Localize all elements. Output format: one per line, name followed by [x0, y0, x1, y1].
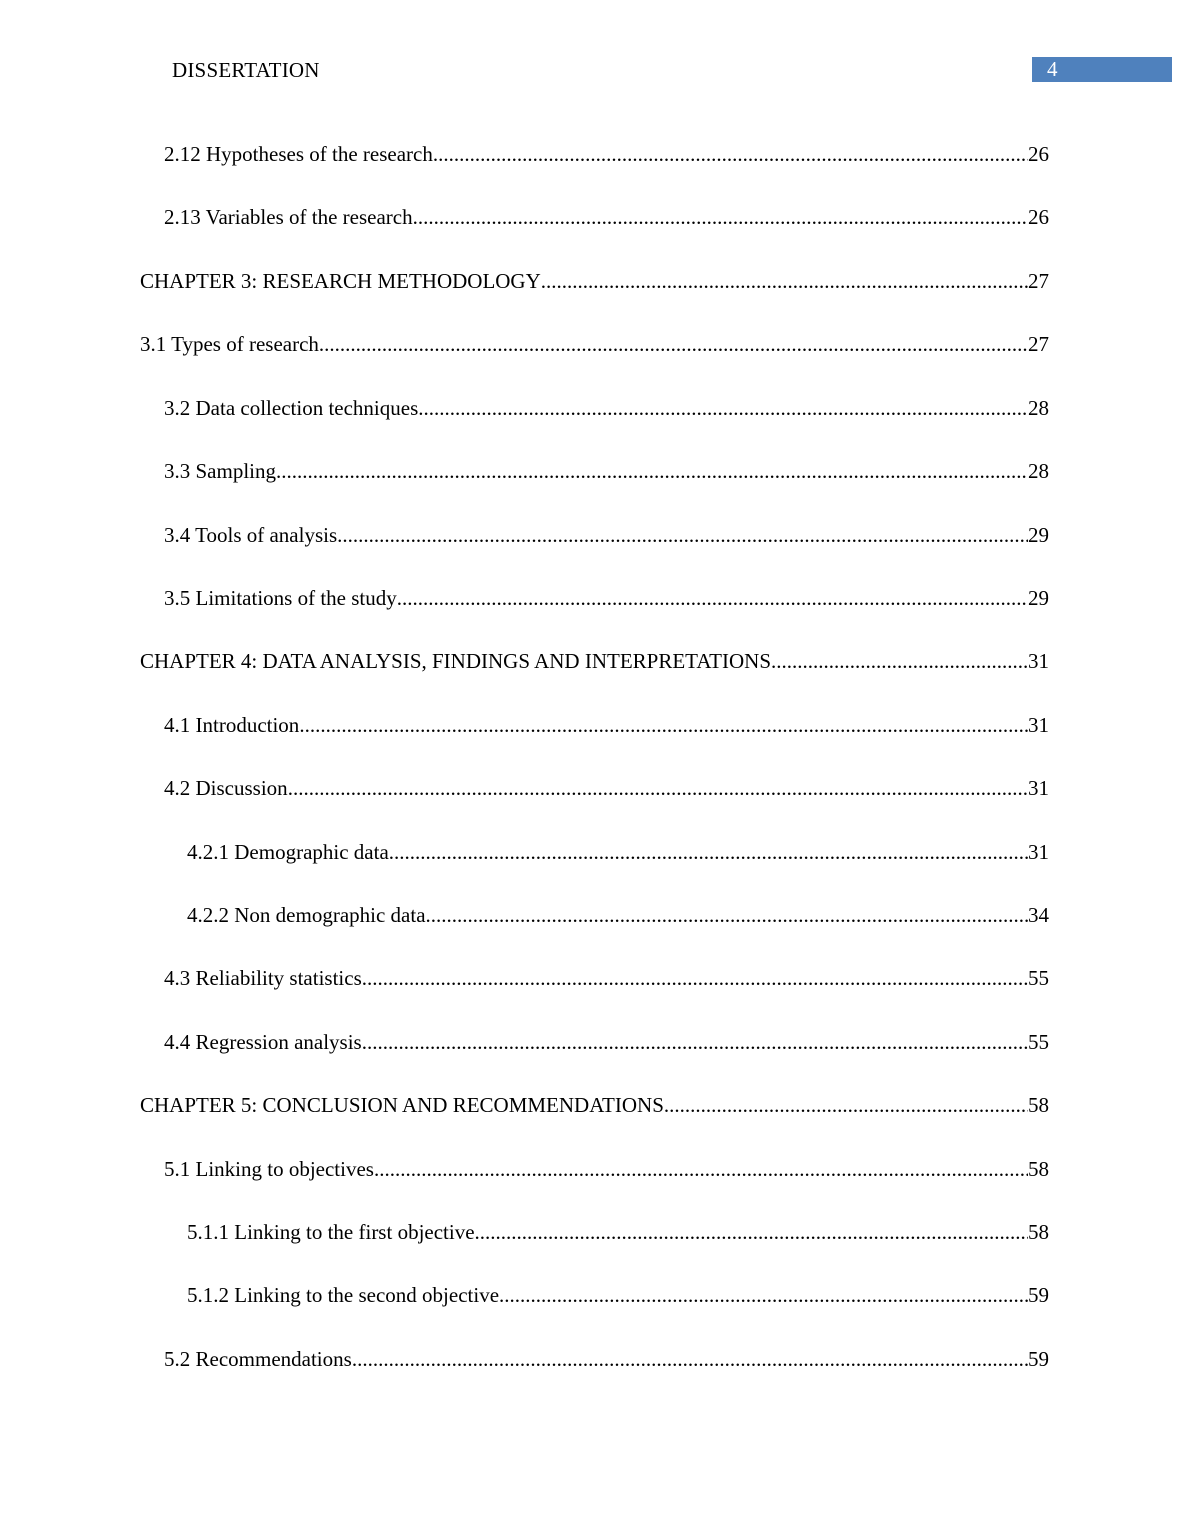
toc-dot-leader [374, 1156, 1028, 1182]
toc-dot-leader [337, 522, 1028, 548]
toc-entry[interactable] [164, 141, 1049, 167]
toc-entry-page: 31 [1028, 713, 1049, 737]
toc-entry-label: 3.3 Sampling [164, 459, 277, 483]
toc-entry-label: 4.2 Discussion [164, 776, 288, 800]
toc-entry[interactable] [187, 902, 1049, 928]
toc-dot-leader [426, 902, 1028, 928]
toc-dot-leader [499, 1282, 1028, 1308]
toc-entry-page: 55 [1028, 1030, 1049, 1054]
toc-dot-leader [413, 204, 1028, 230]
toc-entry-page: 55 [1028, 966, 1049, 990]
toc-dot-leader [418, 395, 1028, 421]
toc-entry-page: 59 [1028, 1347, 1049, 1371]
toc-entry-page: 27 [1028, 332, 1049, 356]
toc-entry-page: 27 [1028, 269, 1049, 293]
toc-entry-label: CHAPTER 4: DATA ANALYSIS, FINDINGS AND INTERPRETATIONS [140, 649, 771, 673]
toc-entry-page: 28 [1028, 396, 1049, 420]
toc-entry[interactable] [164, 775, 1049, 801]
toc-entry-page: 29 [1028, 586, 1049, 610]
toc-entry[interactable] [140, 648, 1049, 674]
toc-entry-label: 4.4 Regression analysis [164, 1030, 362, 1054]
toc-dot-leader [362, 1029, 1028, 1055]
toc-entry-label: 4.1 Introduction [164, 713, 300, 737]
toc-entry-label: 2.12 Hypotheses of the research [164, 142, 433, 166]
toc-entry[interactable] [187, 1282, 1049, 1308]
toc-entry-label: 5.1.1 Linking to the first objective [187, 1220, 475, 1244]
toc-entry[interactable] [164, 1156, 1049, 1182]
toc-entry[interactable] [164, 522, 1049, 548]
toc-entry-label: CHAPTER 5: CONCLUSION AND RECOMMENDATIONS [140, 1093, 664, 1117]
toc-entry-page: 58 [1028, 1220, 1049, 1244]
toc-entry[interactable] [140, 331, 1049, 357]
toc-entry[interactable] [164, 458, 1049, 484]
toc-entry-page: 31 [1028, 840, 1049, 864]
toc-entry[interactable] [164, 585, 1049, 611]
toc-entry[interactable] [140, 268, 1049, 294]
toc-entry-page: 34 [1028, 903, 1049, 927]
toc-entry-page: 26 [1028, 142, 1049, 166]
toc-entry-page: 28 [1028, 459, 1049, 483]
toc-entry-label: 4.2.1 Demographic data [187, 840, 389, 864]
toc-dot-leader [664, 1092, 1028, 1118]
page-number-badge [1032, 57, 1172, 82]
toc-dot-leader [319, 331, 1028, 357]
toc-entry-page: 31 [1028, 649, 1049, 673]
toc-entry-label: CHAPTER 3: RESEARCH METHODOLOGY [140, 269, 541, 293]
toc-entry[interactable] [164, 204, 1049, 230]
toc-entry-page: 59 [1028, 1283, 1049, 1307]
toc-entry-page: 26 [1028, 205, 1049, 229]
toc-entry[interactable] [164, 1029, 1049, 1055]
toc-entry[interactable] [187, 839, 1049, 865]
toc-entry-page: 29 [1028, 523, 1049, 547]
toc-dot-leader [288, 775, 1028, 801]
running-header-title: DISSERTATION [172, 58, 320, 82]
toc-dot-leader [475, 1219, 1028, 1245]
toc-entry-label: 4.2.2 Non demographic data [187, 903, 426, 927]
toc-dot-leader [389, 839, 1028, 865]
toc-dot-leader [433, 141, 1028, 167]
toc-entry-label: 3.4 Tools of analysis [164, 523, 338, 547]
toc-entry-label: 5.1 Linking to objectives [164, 1157, 374, 1181]
toc-entry-label: 3.1 Types of research [140, 332, 319, 356]
toc-dot-leader [352, 1346, 1028, 1372]
toc-entry[interactable] [164, 1346, 1049, 1372]
toc-dot-leader [541, 268, 1028, 294]
toc-entry-label: 5.1.2 Linking to the second objective [187, 1283, 500, 1307]
toc-entry[interactable] [140, 1092, 1049, 1118]
toc-entry[interactable] [164, 712, 1049, 738]
toc-entry-page: 58 [1028, 1093, 1049, 1117]
toc-dot-leader [362, 965, 1028, 991]
toc-entry-page: 31 [1028, 776, 1049, 800]
toc-dot-leader [771, 648, 1028, 674]
toc-dot-leader [276, 458, 1028, 484]
toc-entry[interactable] [164, 965, 1049, 991]
toc-entry-label: 4.3 Reliability statistics [164, 966, 362, 990]
toc-dot-leader [397, 585, 1028, 611]
toc-entry-page: 58 [1028, 1157, 1049, 1181]
toc-dot-leader [299, 712, 1028, 738]
toc-entry-label: 2.13 Variables of the research [164, 205, 413, 229]
toc-entry-label: 5.2 Recommendations [164, 1347, 352, 1371]
toc-entry-label: 3.5 Limitations of the study [164, 586, 397, 610]
toc-entry[interactable] [164, 395, 1049, 421]
toc-entry-label: 3.2 Data collection techniques [164, 396, 419, 420]
toc-entry[interactable] [187, 1219, 1049, 1245]
page-number: 4 [1047, 57, 1058, 81]
